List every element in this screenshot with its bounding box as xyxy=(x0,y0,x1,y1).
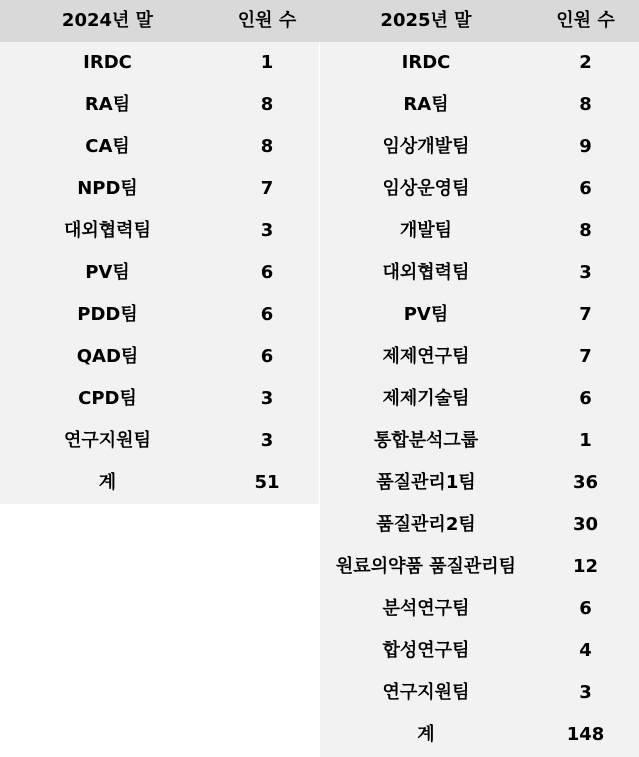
left-2024-team-count: 51 xyxy=(254,472,280,493)
right-2025-team-name: 통합분석그룹 xyxy=(373,430,479,451)
left-2024-team-name: 계 xyxy=(98,472,117,493)
right-2025-team-name: 품질관리1팀 xyxy=(376,472,476,493)
right-2025-team-count: 8 xyxy=(579,220,592,241)
right-2025-team-count: 36 xyxy=(572,472,599,493)
left-2024-team-count: 6 xyxy=(260,304,274,325)
right-2025-team-name: PV팀 xyxy=(403,304,449,325)
right-2025-team-count: 12 xyxy=(572,556,599,577)
right-2025-team-name: IRDC xyxy=(401,52,451,73)
right-2025-team-name: 제제기술팀 xyxy=(382,388,470,409)
left-2024-team-count: 8 xyxy=(260,136,274,157)
right-2025-team-count: 9 xyxy=(579,136,592,157)
left-2024-team-count: 6 xyxy=(260,262,274,283)
right-2025-team-name: 대외협력팀 xyxy=(382,262,470,283)
header-2024-count: 인원 수 xyxy=(237,10,297,31)
right-2025-team-count: 7 xyxy=(579,304,592,325)
left-2024-team-name: CA팀 xyxy=(85,136,130,157)
right-2025-team-count: 3 xyxy=(579,682,592,703)
header-2024-period: 2024년 말 xyxy=(61,10,154,31)
right-2025-team-name: 연구지원팀 xyxy=(382,682,470,703)
right-2025-team-count: 1 xyxy=(579,430,592,451)
left-2024-team-count: 6 xyxy=(260,346,274,367)
right-2025-team-name: 원료의약품 품질관리팀 xyxy=(335,556,517,577)
right-2025-team-count: 30 xyxy=(572,514,599,535)
left-2024-team-count: 1 xyxy=(260,52,274,73)
right-2025-team-count: 2 xyxy=(579,52,592,73)
left-2024-team-count: 3 xyxy=(260,430,274,451)
left-2024-team-count: 7 xyxy=(260,178,274,199)
right-2025-team-name: 품질관리2팀 xyxy=(376,514,476,535)
right-2025-team-name: 제제연구팀 xyxy=(382,346,470,367)
left-2024-team-name: 연구지원팀 xyxy=(64,430,151,451)
right-2025-team-name: 임상운영팀 xyxy=(382,178,470,199)
right-2025-team-name: RA팀 xyxy=(403,94,449,115)
right-2025-team-count: 8 xyxy=(579,94,592,115)
right-2025-team-count: 6 xyxy=(579,178,592,199)
left-2024-team-name: 대외협력팀 xyxy=(64,220,151,241)
right-2025-team-name: 합성연구팀 xyxy=(382,640,470,661)
right-2025-team-count: 4 xyxy=(579,640,592,661)
left-2024-team-name: CPD팀 xyxy=(78,388,137,409)
left-2024-team-count: 3 xyxy=(260,388,274,409)
left-2024-team-name: NPD팀 xyxy=(77,178,138,199)
left-2024-team-count: 3 xyxy=(260,220,274,241)
right-2025-team-count: 6 xyxy=(579,598,592,619)
right-2025-team-name: 분석연구팀 xyxy=(382,598,470,619)
right-2025-team-count: 7 xyxy=(579,346,592,367)
left-2024-team-name: QAD팀 xyxy=(76,346,139,367)
left-2024-team-count: 8 xyxy=(260,94,274,115)
left-2024-team-name: RA팀 xyxy=(84,94,131,115)
right-2025-team-name: 개발팀 xyxy=(399,220,453,241)
right-2025-team-name: 계 xyxy=(417,724,435,745)
right-2025-team-name: 임상개발팀 xyxy=(382,136,470,157)
header-2025-count: 인원 수 xyxy=(556,10,615,31)
header-2025-period: 2025년 말 xyxy=(380,10,472,31)
left-2024-team-name: IRDC xyxy=(83,52,132,73)
right-2025-team-count: 148 xyxy=(566,724,605,745)
right-2025-team-count: 6 xyxy=(579,388,592,409)
left-2024-team-name: PDD팀 xyxy=(77,304,138,325)
left-2024-team-name: PV팀 xyxy=(85,262,130,283)
right-2025-team-count: 3 xyxy=(579,262,592,283)
